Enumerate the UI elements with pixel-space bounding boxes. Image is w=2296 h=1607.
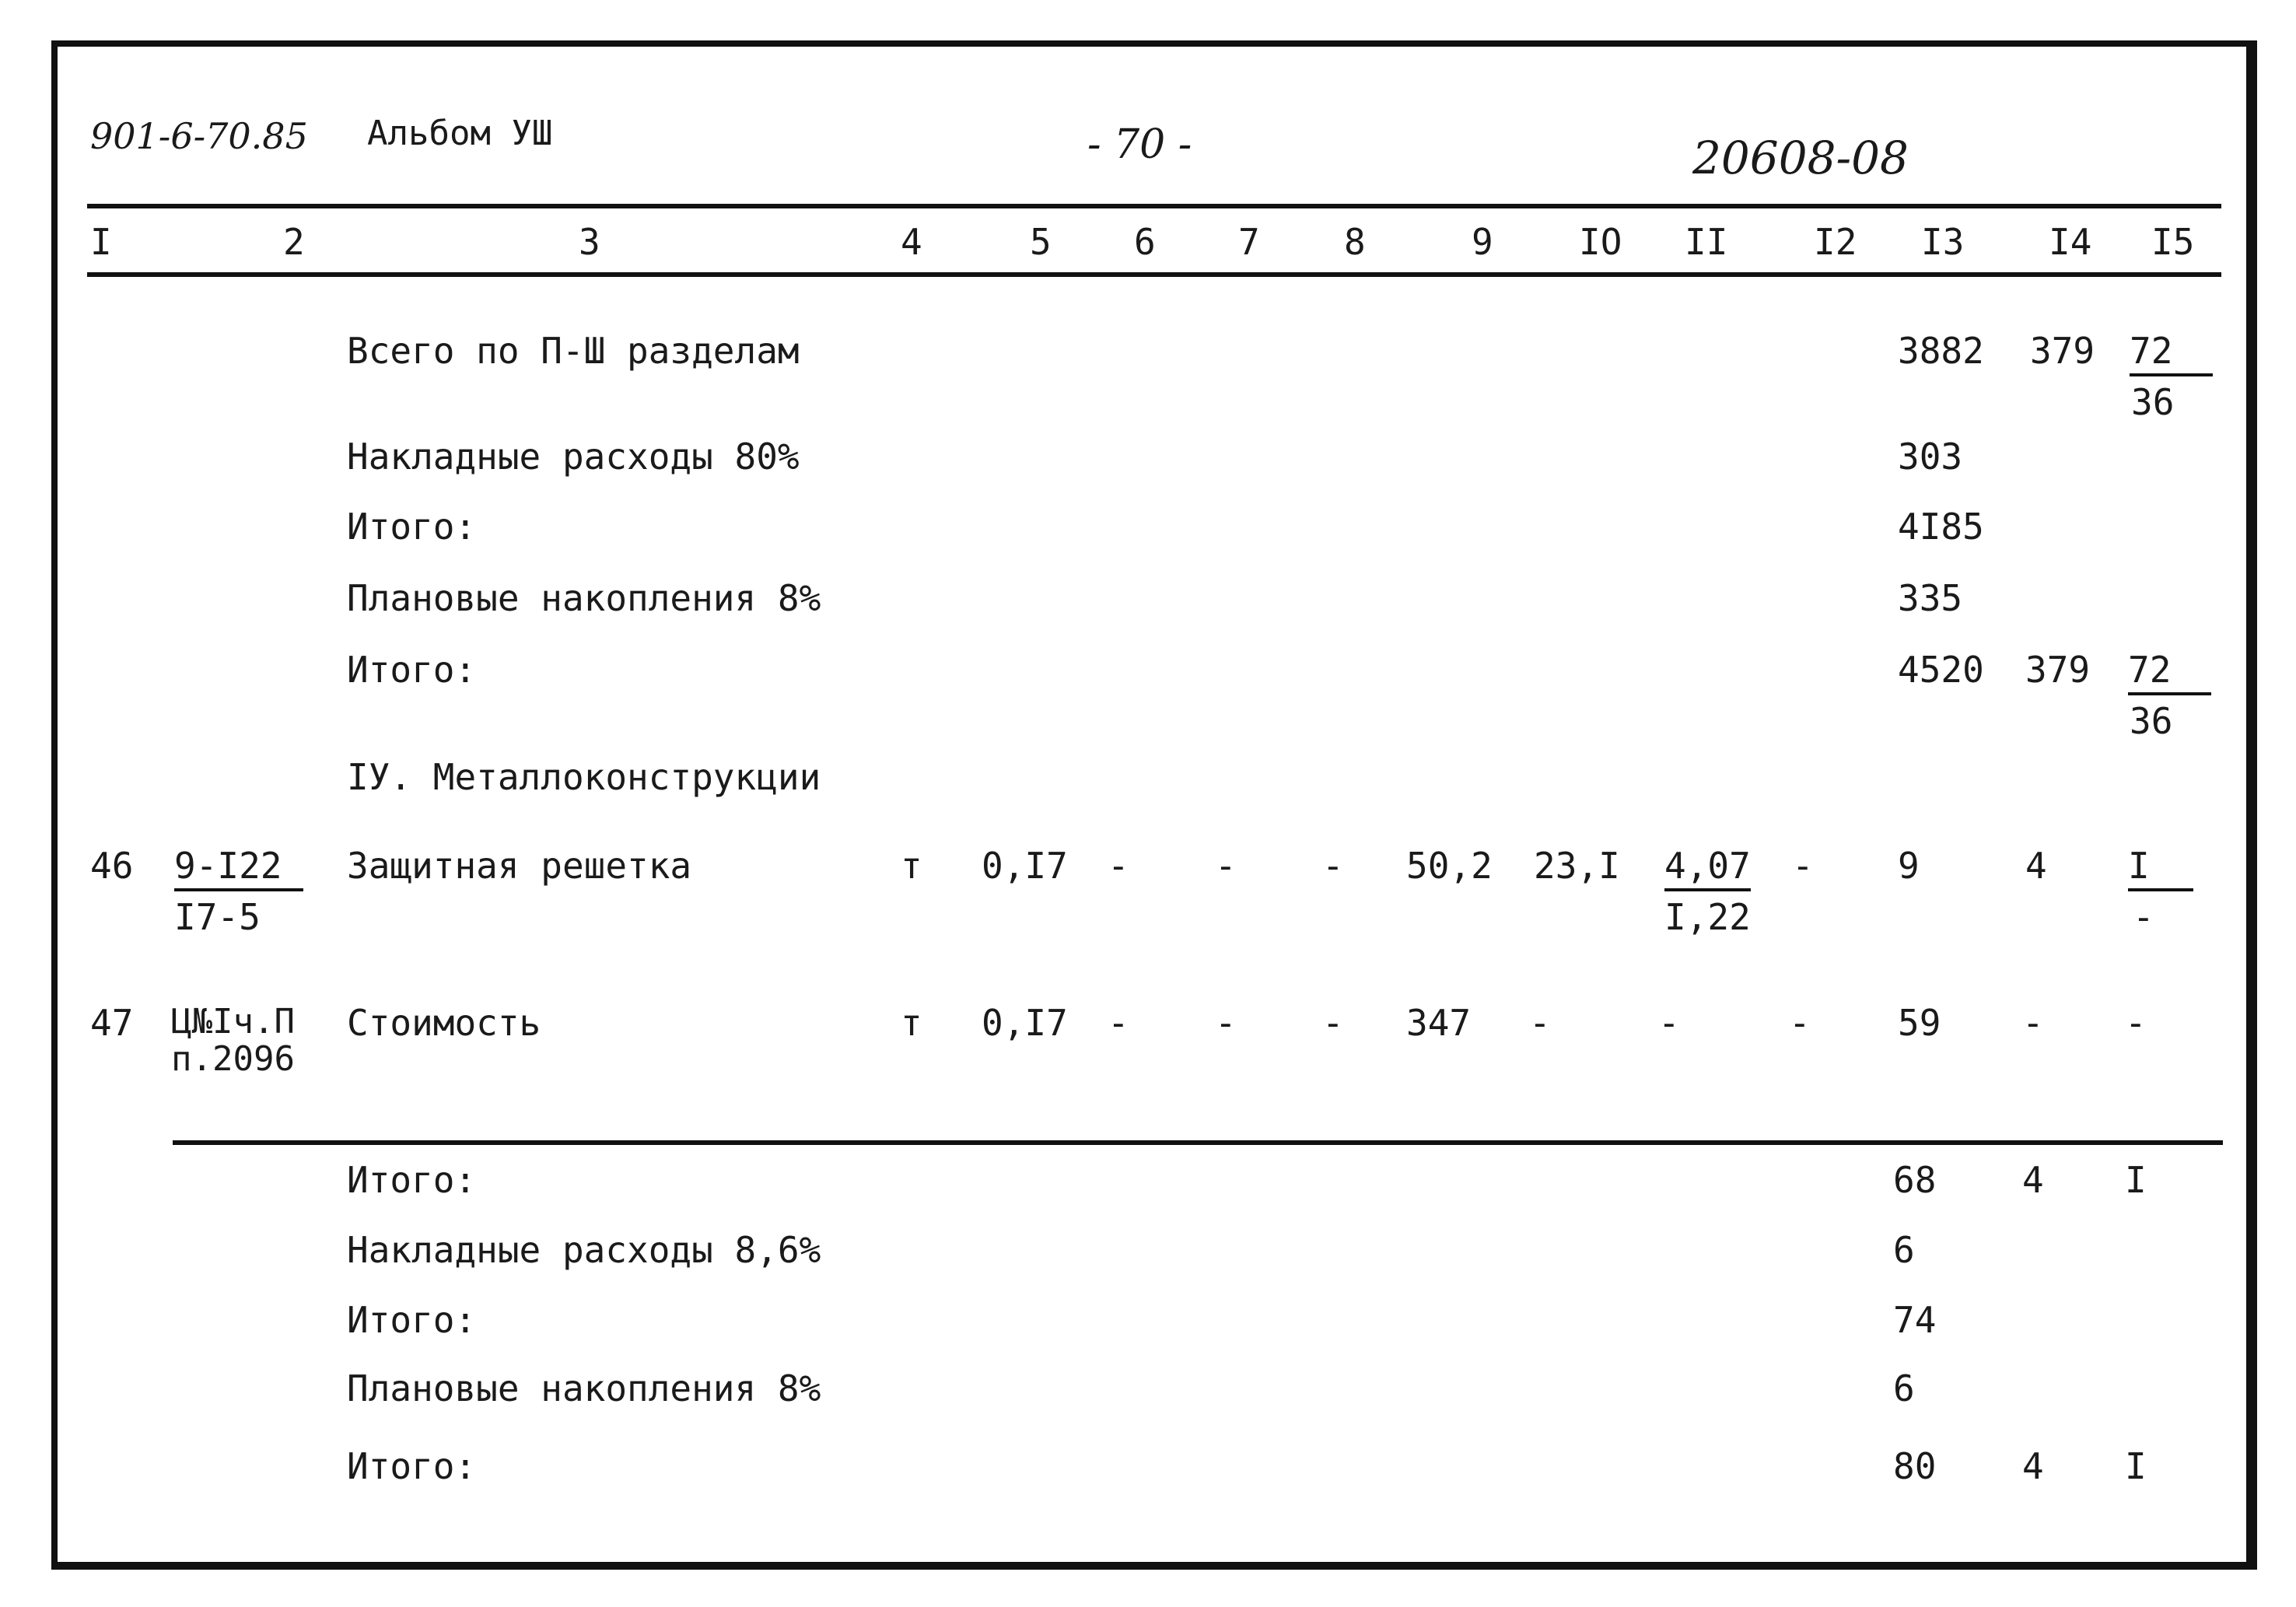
row46-col14: 4 (2025, 845, 2047, 887)
album-label: Альбом УШ (367, 114, 553, 153)
subtotal1-label: Итого: (347, 506, 477, 548)
col-header-6: 6 (1134, 221, 1156, 263)
final-total3-col15: I (2125, 1445, 2147, 1487)
row47-col7: - (1215, 1002, 1237, 1044)
col-header-1: I (90, 221, 112, 263)
col-header-15: I5 (2151, 221, 2195, 263)
final-overhead-col13: 6 (1893, 1229, 1915, 1271)
row46-col8: - (1322, 845, 1344, 887)
total-col13: 3882 (1898, 330, 1984, 372)
page-number: - 70 - (1087, 121, 1192, 168)
col-header-7: 7 (1238, 221, 1260, 263)
subtotal2-col15-bottom: 36 (2130, 700, 2173, 742)
row46-code-bottom: I7-5 (174, 896, 261, 938)
final-total1-col15: I (2125, 1159, 2147, 1201)
final-total1-col14: 4 (2022, 1159, 2044, 1201)
row47-col8: - (1322, 1002, 1344, 1044)
header-rule-top (87, 204, 2221, 208)
section-4-title: IУ. Металлоконструкции (347, 756, 821, 798)
row47-col6: - (1108, 1002, 1129, 1044)
row46-col13: 9 (1898, 845, 1920, 887)
row46-qty: 0,I7 (982, 845, 1068, 887)
header-rule-bottom (87, 272, 2221, 277)
planned-label: Плановые накопления 8% (347, 577, 821, 619)
row47-col15: - (2125, 1002, 2147, 1044)
subtotal2-col13: 4520 (1898, 649, 1984, 691)
subtotal1-col13: 4I85 (1898, 506, 1984, 548)
row47-number: 47 (90, 1002, 134, 1044)
overhead-col13: 303 (1898, 436, 1963, 478)
row46-col10: 23,I (1534, 845, 1620, 887)
row46-code-top (174, 845, 303, 887)
row46-col11-top (1664, 845, 1751, 887)
total-col15-top-value: 72 (2130, 330, 2213, 376)
overhead-label: Накладные расходы 80% (347, 436, 800, 478)
col-header-2: 2 (283, 221, 305, 263)
row47-name: Стоимость (347, 1002, 541, 1044)
row47-code-top: Ц№Iч.П (171, 1002, 295, 1042)
final-total3-label: Итого: (347, 1445, 477, 1487)
col-header-5: 5 (1030, 221, 1052, 263)
row46-col7: - (1215, 845, 1237, 887)
col-header-12: I2 (1814, 221, 1857, 263)
row47-col14: - (2022, 1002, 2044, 1044)
final-total1-col13: 68 (1893, 1159, 1937, 1201)
row46-col15-top-value: I (2128, 845, 2193, 891)
total-col15-top (2130, 330, 2213, 372)
row47-unit: т (901, 1002, 922, 1044)
row46-col15-bottom: - (2133, 896, 2154, 938)
row47-col10: - (1529, 1002, 1551, 1044)
row47-col13: 59 (1898, 1002, 1941, 1044)
row46-code-top-value: 9-I22 (174, 845, 303, 891)
subtotal2-col15-top-value: 72 (2128, 649, 2211, 695)
row47-col12: - (1789, 1002, 1811, 1044)
final-total3-col14: 4 (2022, 1445, 2044, 1487)
subtotal2-col14: 379 (2025, 649, 2091, 691)
row46-col11-bottom: I,22 (1664, 896, 1751, 938)
totals-rule (173, 1140, 2223, 1145)
total-col14: 379 (2030, 330, 2095, 372)
row47-qty: 0,I7 (982, 1002, 1068, 1044)
row46-col11-top-value: 4,07 (1664, 845, 1751, 891)
row46-col15-top (2128, 845, 2193, 887)
total-label: Всего по П-Ш разделам (347, 330, 800, 372)
col-header-10: IO (1579, 221, 1622, 263)
col-header-4: 4 (901, 221, 922, 263)
col-header-14: I4 (2049, 221, 2092, 263)
row46-col9: 50,2 (1406, 845, 1493, 887)
col-header-8: 8 (1344, 221, 1366, 263)
planned-col13: 335 (1898, 577, 1963, 619)
final-overhead-label: Накладные расходы 8,6% (347, 1229, 821, 1271)
row46-col6: - (1108, 845, 1129, 887)
final-total1-label: Итого: (347, 1159, 477, 1201)
row46-name: Защитная решетка (347, 845, 692, 887)
final-total2-label: Итого: (347, 1299, 477, 1341)
row47-col9: 347 (1406, 1002, 1472, 1044)
row46-col12: - (1792, 845, 1814, 887)
row46-unit: т (901, 845, 922, 887)
final-total2-col13: 74 (1893, 1299, 1937, 1341)
total-col15-bottom: 36 (2131, 381, 2175, 423)
col-header-11: II (1685, 221, 1728, 263)
document-code: 901-6-70.85 (90, 115, 308, 157)
doc-number: 20608-08 (1692, 131, 1909, 184)
subtotal2-col15-top (2128, 649, 2211, 691)
col-header-9: 9 (1472, 221, 1493, 263)
row47-col11: - (1658, 1002, 1680, 1044)
row46-number: 46 (90, 845, 134, 887)
final-total3-col13: 80 (1893, 1445, 1937, 1487)
col-header-13: I3 (1921, 221, 1965, 263)
final-planned-label: Плановые накопления 8% (347, 1367, 821, 1409)
col-header-3: 3 (579, 221, 600, 263)
final-planned-col13: 6 (1893, 1367, 1915, 1409)
subtotal2-label: Итого: (347, 649, 477, 691)
row47-code-bottom: п.2096 (171, 1039, 295, 1079)
